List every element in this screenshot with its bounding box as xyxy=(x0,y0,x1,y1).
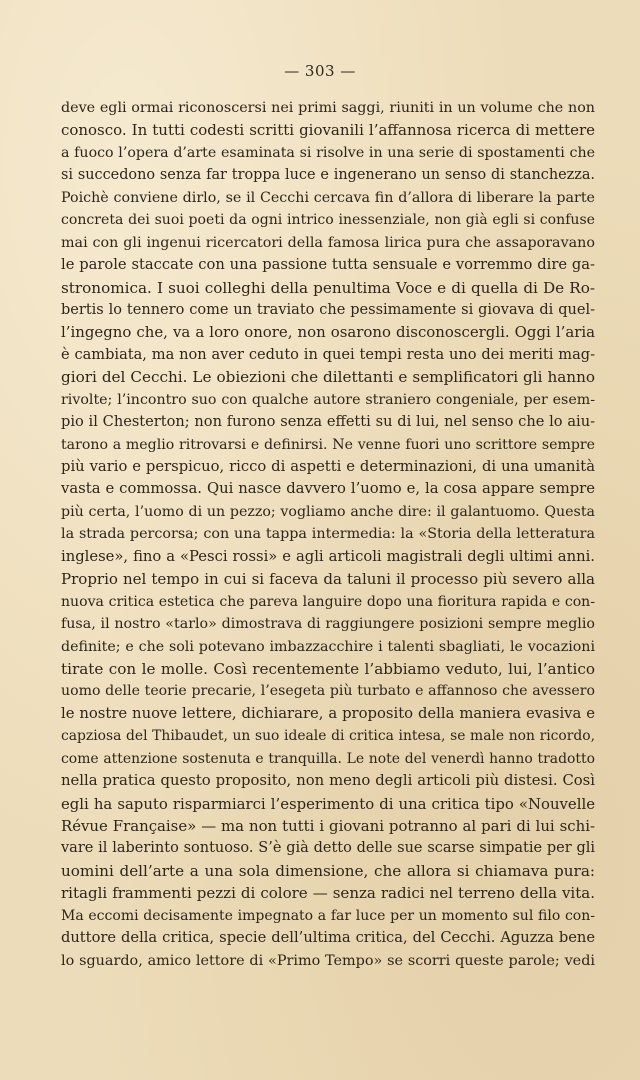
text-line: uomini dell’arte a una sola dimensione, che allora si chiamava pura: xyxy=(61,861,595,880)
text-line: nella pratica questo proposito, non meno degli articoli più distesi. Così xyxy=(61,772,595,790)
text-line: concreta dei suoi poeti da ogni intrico inessenziale, non già egli si confuse xyxy=(61,212,595,229)
text-line: giori del Cecchi. Le obiezioni che dilettanti e semplificatori gli hanno xyxy=(61,368,595,387)
text-line: rivolte; l’incontro suo con qualche autore straniero congeniale, per esem- xyxy=(61,391,595,408)
text-line: Proprio nel tempo in cui si faceva da taluni il processo più severo alla xyxy=(61,570,595,589)
text-line: vare il laberinto sontuoso. S’è già detto delle sue scarse simpatie per gli xyxy=(61,840,595,857)
text-line: capziosa del Thibaudet, un suo ideale di critica intesa, se male non ricordo, xyxy=(61,728,595,745)
text-line: egli ha saputo risparmiarci l’esperimento di una critica tipo «Nouvelle xyxy=(61,794,595,813)
text-line: nuova critica estetica che pareva languire dopo una fioritura rapida e con- xyxy=(61,593,595,610)
text-line: definite; e che soli potevano imbazzacchire i talenti sbagliati, le vocazioni xyxy=(61,638,595,655)
text-line: le parole staccate con una passione tutta sensuale e vorremmo dire ga- xyxy=(61,256,595,274)
text-line: conosco. In tutti codesti scritti giovanili l’affannosa ricerca di mettere xyxy=(61,121,595,140)
text-line: tirate con le molle. Così recentemente l’abbiamo veduto, lui, l’antico xyxy=(61,659,595,678)
page-number: — 303 — xyxy=(284,62,356,80)
text-line: più certa, l’uomo di un pezzo; vogliamo anche dire: il galantuomo. Questa xyxy=(61,503,595,520)
text-line: deve egli ormai riconoscersi nei primi saggi, riuniti in un volume che non xyxy=(61,100,595,116)
text-line: lo sguardo, amico lettore di «Primo Tempo» se scorri queste parole; vedi xyxy=(61,952,595,969)
text-line: è cambiata, ma non aver ceduto in quei tempi resta uno dei meriti mag- xyxy=(61,345,595,363)
text-line: Poichè conviene dirlo, se il Cecchi cercava fin d’allora di liberare la parte xyxy=(61,189,595,206)
text-line: l’ingegno che, va a loro onore, non osarono disconoscergli. Oggi l’aria xyxy=(61,323,595,342)
text-line: duttore della critica, specie dell’ultima critica, del Cecchi. Aguzza bene xyxy=(61,929,595,947)
text-line: uomo delle teorie precarie, l’esegeta più turbato e affannoso che avessero xyxy=(61,683,595,700)
text-line: tarono a meglio ritrovarsi e definirsi. Ne venne fuori uno scrittore sempre xyxy=(61,436,595,453)
text-line: inglese», fino a «Pesci rossi» e agli articoli magistrali degli ultimi anni. xyxy=(61,547,595,565)
body-text xyxy=(61,97,595,972)
text-line: le nostre nuove lettere, dichiarare, a proposito della maniera evasiva e xyxy=(61,704,595,722)
text-line: Ma eccomi decisamente impegnato a far luce per un momento sul filo con- xyxy=(61,907,595,924)
text-line: fusa, il nostro «tarlo» dimostrava di raggiungere posizioni sempre meglio xyxy=(61,616,595,633)
text-line: mai con gli ingenui ricercatori della famosa lirica pura che assaporavano xyxy=(61,234,595,251)
text-line: vasta e commossa. Qui nasce davvero l’uomo e, la cosa appare sempre xyxy=(61,480,595,498)
text-line: più vario e perspicuo, ricco di aspetti e determinazioni, di una umanità xyxy=(61,458,595,475)
text-line: ritagli frammenti pezzi di colore — senza radici nel terreno della vita. xyxy=(61,884,595,903)
text-line: Révue Française» — ma non tutti i giovani potranno al pari di lui schi- xyxy=(61,817,595,835)
text-line: a fuoco l’opera d’arte esaminata si risolve in una serie di spostamenti che xyxy=(61,144,595,161)
text-line: stronomica. I suoi colleghi della penultima Voce e di quella di De Ro- xyxy=(61,278,595,297)
text-line: come attenzione sostenuta e tranquilla. Le note del venerdì hanno tradotto xyxy=(61,750,595,767)
text-line: la strada percorsa; con una tappa intermedia: la «Storia della letteratura xyxy=(61,526,595,543)
text-line: bertis lo tennero come un traviato che pessimamente si giovava di quel- xyxy=(61,301,595,318)
text-line: si succedono senza far troppa luce e ingenerano un senso di stanchezza. xyxy=(61,167,595,184)
text-line: pio il Chesterton; non furono senza effetti su di lui, nel senso che lo aiu- xyxy=(61,413,595,431)
